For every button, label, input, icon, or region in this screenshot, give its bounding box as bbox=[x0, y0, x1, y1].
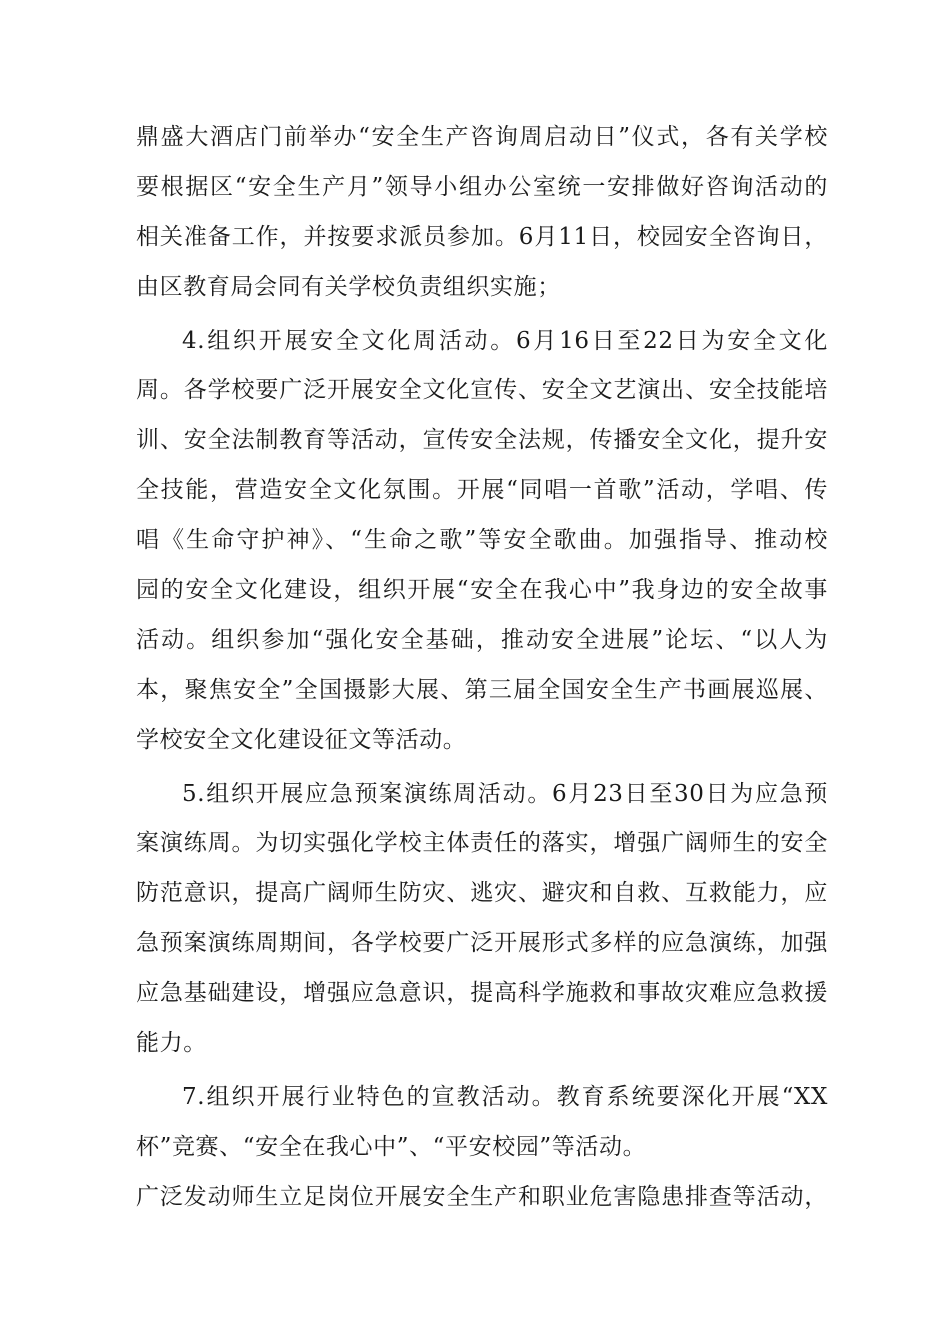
text-line: 本，聚焦安全”全国摄影大展、第三届全国安全生产书画展巡展、 bbox=[136, 676, 828, 703]
text-line: 全技能，营造安全文化氛围。开展“同唱一首歌”活动，学唱、传 bbox=[136, 477, 828, 504]
text-line: 7.组织开展行业特色的宣教活动。教育系统要深化开展“XX bbox=[182, 1083, 828, 1110]
text-line: 广泛发动师生立足岗位开展安全生产和职业危害隐患排查等活动， bbox=[136, 1183, 828, 1210]
text-line: 防范意识，提高广阔师生防灾、逃灾、避灾和自救、互救能力，应 bbox=[136, 880, 828, 907]
text-line: 由区教育局会同有关学校负责组织实施； bbox=[136, 273, 561, 300]
text-line: 案演练周。为切实强化学校主体责任的落实，增强广阔师生的安全 bbox=[136, 830, 828, 857]
text-line: 杯”竞赛、“安全在我心中”、“平安校园”等活动。 bbox=[136, 1133, 647, 1160]
text-line: 5.组织开展应急预案演练周活动。6月23日至30日为应急预 bbox=[182, 780, 828, 807]
text-line: 鼎盛大酒店门前举办“安全生产咨询周启动日”仪式，各有关学校 bbox=[136, 124, 828, 150]
text-line: 周。各学校要广泛开展安全文化宣传、安全文艺演出、安全技能培 bbox=[136, 377, 828, 404]
text-line: 训、安全法制教育等活动，宣传安全法规，传播安全文化，提升安 bbox=[136, 427, 828, 454]
text-line: 学校安全文化建设征文等活动。 bbox=[136, 726, 467, 753]
text-line: 能力。 bbox=[136, 1030, 207, 1057]
body-text bbox=[136, 113, 828, 1223]
text-line: 活动。组织参加“强化安全基础，推动安全进展”论坛、“以人为 bbox=[136, 626, 828, 653]
text-line: 要根据区“安全生产月”领导小组办公室统一安排做好咨询活动的 bbox=[136, 173, 828, 200]
text-line: 应急基础建设，增强应急意识，提高科学施救和事故灾难应急救援 bbox=[136, 980, 828, 1007]
text-line: 急预案演练周期间，各学校要广泛开展形式多样的应急演练，加强 bbox=[136, 930, 828, 957]
text-line: 唱《生命守护神》、“生命之歌”等安全歌曲。加强指导、推动校 bbox=[136, 527, 828, 554]
text-line: 园的安全文化建设，组织开展“安全在我心中”我身边的安全故事 bbox=[136, 577, 828, 604]
text-line: 相关准备工作，并按要求派员参加。6月11日，校园安全咨询日， bbox=[136, 223, 828, 250]
text-line: 4.组织开展安全文化周活动。6月16日至22日为安全文化 bbox=[182, 327, 828, 354]
